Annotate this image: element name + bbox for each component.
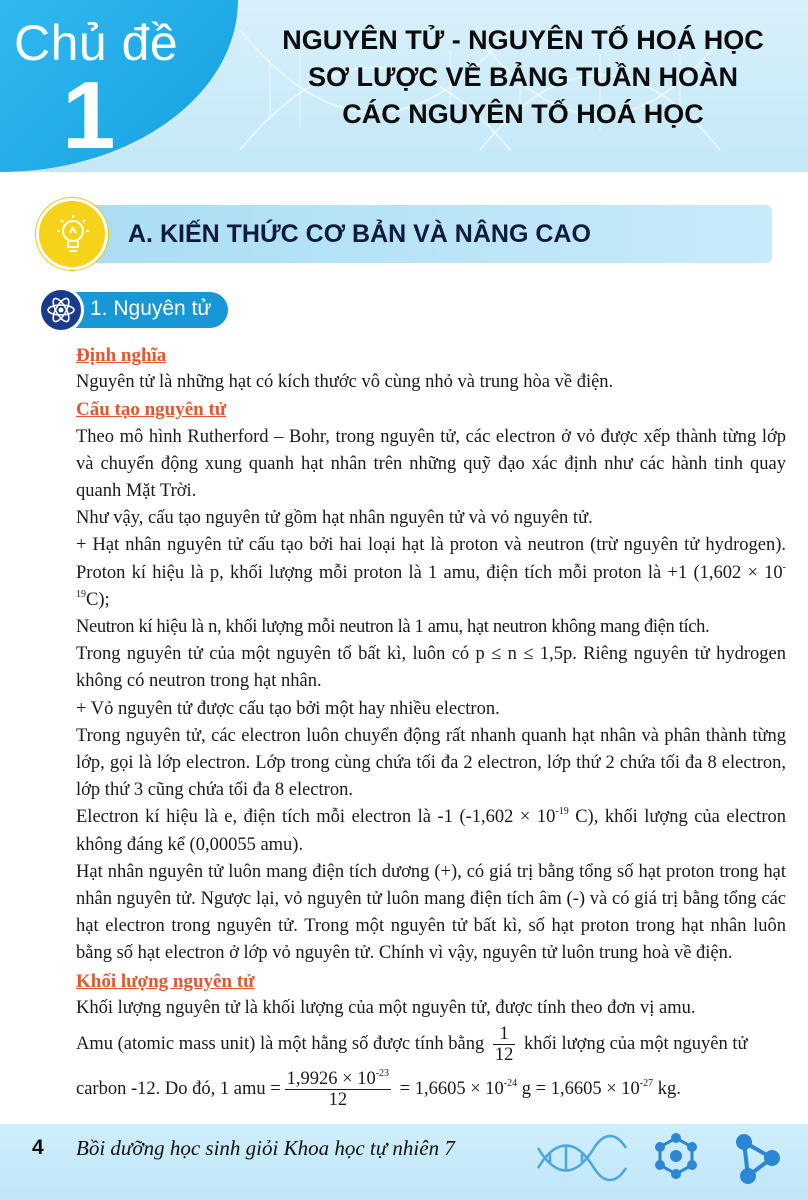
lightbulb-icon (36, 198, 108, 270)
heading-structure: Cấu tạo nguyên tử (76, 399, 227, 421)
nucleus-exponent: -19 (76, 561, 786, 600)
amu-line2-a: carbon -12. Do đó, 1 amu = (76, 1078, 281, 1099)
chapter-title (268, 22, 778, 133)
amu-text-b: khối lượng của một nguyên tử (524, 1033, 748, 1054)
fraction-denominator: 12 (494, 1045, 514, 1066)
paragraph-definition: Nguyên tử là những hạt có kích thước vô cùng nhỏ và trung hòa về điện. (76, 372, 614, 393)
heading-definition: Định nghĩa (76, 345, 167, 366)
paragraph-mass: Khối lượng nguyên tử là khối lượng của một nguyên tử, được tính theo đơn vị amu. (76, 997, 696, 1018)
electron-text-end: C), khối lượng của electron không đáng kể (0,00055 amu). (76, 807, 786, 855)
dna-icon (538, 1136, 626, 1180)
chapter-header (0, 0, 808, 172)
amu-line2-b-exponent: -24 (503, 1077, 518, 1089)
fraction-carbon-mass (285, 1069, 391, 1110)
subsection-title: 1. Nguyên tử (90, 297, 212, 320)
fraction2-denominator: 12 (328, 1090, 348, 1111)
paragraph-ratio: Trong nguyên tử của một nguyên tố bất kì, luôn có p ≤ n ≤ 1,5p. Riêng nguyên tử hydrogen không có neutron trong hạt nhân. (76, 644, 786, 692)
amu-line2-c-exponent: -27 (639, 1077, 654, 1089)
chapter-title-line-2: SƠ LƯỢC VỀ BẢNG TUẦN HOÀN (308, 62, 738, 92)
chapter-title-line-1: NGUYÊN TỬ - NGUYÊN TỐ HOÁ HỌC (282, 25, 764, 55)
atom-icon (38, 287, 84, 333)
fraction2-numerator-text: 1,9926 × 10 (286, 1069, 376, 1090)
chapter-title-line-3: CÁC NGUYÊN TỐ HOÁ HỌC (342, 99, 704, 129)
paragraph-layers: Trong nguyên tử, các electron luôn chuyển động rất nhanh quanh hạt nhân và phân thành từng lớp, gọi là lớp electron. Lớp trong cùng chứa tối đa 2 electron, lớp thứ 2 chứa tối đa 8 electron, lớp thứ 3 cũng chứa tối đa 8 electron. (76, 725, 786, 801)
nucleus-text-end: C); (86, 589, 110, 610)
paragraph-rutherford: Theo mô hình Rutherford – Bohr, trong nguyên tử, các electron ở vỏ được xếp thành từng lớp và chuyển động xung quanh hạt nhân trên những quỹ đạo xác định như các hành tinh quay quanh Mặt Trời. (76, 426, 786, 502)
amu-text-a: Amu (atomic mass unit) là một hằng số được tính bằng (76, 1033, 485, 1054)
paragraph-charge: Hạt nhân nguyên tử luôn mang điện tích dương (+), có giá trị bằng tổng số hạt proton trong hạt nhân nguyên tử. Ngược lại, vỏ nguyên tử luôn mang điện tích âm (-) và có giá trị bằng tổng các hạt electron trong nguyên tử. Trong một nguyên tử bất kì, số hạt proton trong hạt nhân luôn bằng số hạt electron ở lớp vỏ nguyên tử. Chính vì vậy, nguyên tử luôn trung hoà về điện. (76, 861, 786, 964)
amu-line2-d: kg. (657, 1078, 681, 1099)
fraction2-numerator (285, 1069, 391, 1090)
chapter-label: Chủ đề (14, 15, 179, 71)
amu-line2-c: g = 1,6605 × 10 (521, 1078, 640, 1099)
fraction-numerator: 1 (493, 1024, 516, 1045)
body-content (76, 342, 786, 1110)
electron-text: Electron kí hiệu là e, điện tích mỗi electron là -1 (-1,602 × 10 (76, 807, 556, 828)
paragraph-shell: + Vỏ nguyên tử được cấu tạo bởi một hay nhiều electron. (76, 698, 500, 719)
paragraph-amu-value (76, 1069, 786, 1110)
book-title: Bồi dưỡng học sinh giỏi Khoa học tự nhiên 7 (76, 1136, 455, 1160)
paragraph-neutron: Neutron kí hiệu là n, khối lượng mỗi neutron là 1 amu, hạt neutron không mang điện tích. (76, 617, 710, 638)
paragraph-electron (76, 804, 786, 858)
chapter-number: 1 (62, 62, 116, 169)
footer-decoration (536, 1128, 786, 1188)
section-title: A. KIẾN THỨC CƠ BẢN VÀ NÂNG CAO (128, 220, 591, 248)
paragraph-structure: Như vậy, cấu tạo nguyên tử gồm hạt nhân nguyên tử và vỏ nguyên tử. (76, 508, 593, 529)
amu-line2-b: = 1,6605 × 10 (399, 1078, 504, 1099)
paragraph-nucleus (76, 532, 786, 614)
nucleus-text: + Hạt nhân nguyên tử cấu tạo bởi hai loại hạt là proton và neutron (trừ nguyên tử hydrogen). Proton kí hiệu là p, khối lượng mỗi proton là 1 amu, điện tích mỗi proton là +1 (1,602 × 10 (76, 535, 786, 583)
paragraph-amu (76, 1024, 786, 1065)
molecule-icon (655, 1133, 697, 1179)
fraction2-numerator-exponent: -23 (375, 1068, 390, 1080)
network-icon (736, 1134, 780, 1184)
fraction-one-twelfth (493, 1024, 516, 1065)
electron-exponent: -19 (555, 806, 569, 818)
heading-mass: Khối lượng nguyên tử (76, 970, 255, 992)
page-number: 4 (32, 1136, 44, 1159)
